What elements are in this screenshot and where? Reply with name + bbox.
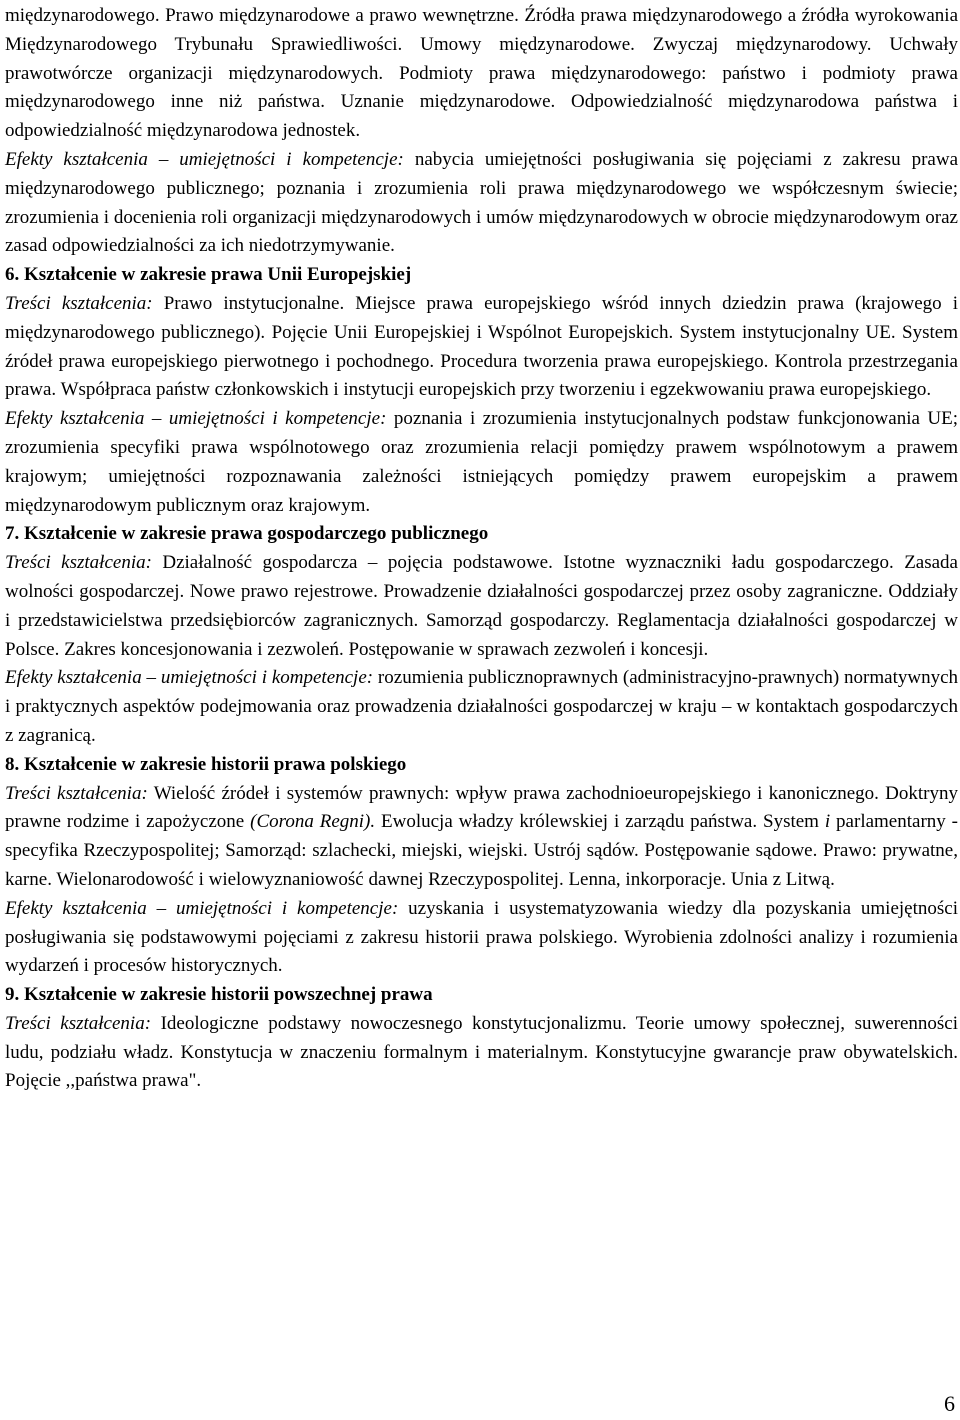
italic-text: (Corona Regni). [250, 811, 376, 833]
section-heading: 9. Kształcenie w zakresie historii powszechnej prawa [5, 984, 433, 1006]
section-heading: 7. Kształcenie w zakresie prawa gospodarczego publicznego [5, 523, 489, 545]
italic-text: Efekty kształcenia – umiejętności i kompetencje: [5, 897, 399, 919]
section-heading: 6. Kształcenie w zakresie prawa Unii Europejskiej [5, 264, 412, 286]
italic-text: Treści kształcenia: [5, 1012, 152, 1034]
section-heading: 8. Kształcenie w zakresie historii prawa polskiego [5, 753, 407, 775]
paragraph [5, 549, 958, 664]
paragraph-text: Wielość źródeł i systemów prawnych: wpływ prawa zachodnioeuropejskiego i kanonicznego. Doktryny prawne rodzime i zapożyczone [5, 782, 958, 833]
paragraph-text: poznania i zrozumienia instytucjonalnych podstaw funkcjonowania UE; zrozumienia specyfiki prawa wspólnotowego oraz zrozumienia relacji pomiędzy prawem wspólnotowym a prawem krajowym; umiejętności rozpoznawania zależności istniejących pomiędzy prawem europejskim a prawem międzynarodowym publicznym oraz krajowym. [5, 408, 958, 516]
document-body [5, 2, 958, 1096]
paragraph [5, 895, 958, 981]
italic-text: Treści kształcenia: [5, 782, 148, 804]
paragraph [5, 664, 958, 750]
italic-text: Treści kształcenia: [5, 292, 153, 314]
paragraph [5, 290, 958, 405]
italic-text: Treści kształcenia: [5, 552, 152, 574]
paragraph-text: międzynarodowego. Prawo międzynarodowe a prawo wewnętrzne. Źródła prawa międzynarodowego a źródła wyrokowania Międzynarodowego Trybunału Sprawiedliwości. Umowy międzynarodowe. Zwyczaj międzynarodowy. Uchwały prawotwórcze organizacji międzynarodowych. Podmioty prawa międzynarodowego: państwo i podmioty prawa międzynarodowego inne niż państwa. Uznanie międzynarodowe. Odpowiedzialność międzynarodowa państwa i odpowiedzialność międzynarodowa jednostek. [5, 5, 958, 142]
paragraph [5, 780, 958, 895]
paragraph-text: nabycia umiejętności posługiwania się pojęciami z zakresu prawa międzynarodowego publicznego; poznania i zrozumienia roli prawa międzynarodowego we współczesnym świecie; zrozumienia i docenienia roli organizacji międzynarodowych i umów międzynarodowych w obrocie międzynarodowym oraz zasad odpowiedzialności za ich niedotrzymywanie. [5, 148, 959, 257]
paragraph-text: Ideologiczne podstawy nowoczesnego konstytucjonalizmu. Teorie umowy społecznej, suwerenności ludu, podziału władz. Konstytucja w znaczeniu formalnym i materialnym. Konstytucyjne gwarancje praw obywatelskich. Pojęcie ,,państwa prawa". [5, 1012, 959, 1092]
paragraph [5, 2, 958, 146]
paragraph-text: uzyskania i usystematyzowania wiedzy dla pozyskania umiejętności posługiwania się podstawowymi pojęciami z zakresu historii prawa polskiego. Wyrobienia zdolności analizy i rozumienia wydarzeń i procesów historycznych. [5, 897, 958, 977]
paragraph-text: parlamentarny - specyfika Rzeczypospolitej; Samorząd: szlachecki, miejski, wiejski. Ustrój sądów. Postępowanie sądowe. Prawo: prywatne, karne. Wielonarodowość i wielowyznaniowość dawnej Rzeczypospolitej. Lenna, inkorporacje. Unia z Litwą. [5, 811, 959, 890]
italic-text: Efekty kształcenia – umiejętności i kompetencje: [5, 667, 374, 689]
paragraph-text: Ewolucja władzy królewskiej i zarządu państwa. System [375, 811, 825, 833]
paragraph [5, 1010, 958, 1096]
document-page [5, 2, 958, 1096]
page-number: 6 [944, 1391, 955, 1416]
paragraph [5, 405, 958, 520]
italic-text: Efekty kształcenia – umiejętności i kompetencje: [5, 408, 387, 430]
paragraph [5, 146, 958, 261]
paragraph-text: Prawo instytucjonalne. Miejsce prawa europejskiego wśród innych dziedzin prawa (krajowego i międzynarodowego publicznego). Pojęcie Unii Europejskiej i Wspólnot Europejskich. System instytucjonalny UE. System źródeł prawa europejskiego pierwotnego i pochodnego. Procedura tworzenia prawa europejskiego. Kontrola przestrzegania prawa. Współpraca państw członkowskich i instytucji europejskich przy tworzeniu i egzekwowaniu prawa europejskiego. [5, 292, 959, 401]
italic-text: i [824, 811, 831, 833]
paragraph-text: Działalność gospodarcza – pojęcia podstawowe. Istotne wyznaczniki ładu gospodarczego. Zasada wolności gospodarczej. Nowe prawo rejestrowe. Prowadzenie działalności gospodarczej przez osoby zagraniczne. Oddziały i przedstawicielstwa przedsiębiorców zagranicznych. Samorząd gospodarczy. Reglamentacja działalności gospodarczej w Polsce. Zakres koncesjonowania i zezwoleń. Postępowanie w sprawach zezwoleń i koncesji. [5, 552, 958, 660]
paragraph-text: rozumienia publicznoprawnych (administracyjno-prawnych) normatywnych i praktycznych aspektów podejmowania oraz prowadzenia działalności gospodarczej w kraju – w kontaktach gospodarczych z zagranicą. [5, 667, 958, 746]
italic-text: Efekty kształcenia – umiejętności i kompetencje: [5, 148, 404, 170]
